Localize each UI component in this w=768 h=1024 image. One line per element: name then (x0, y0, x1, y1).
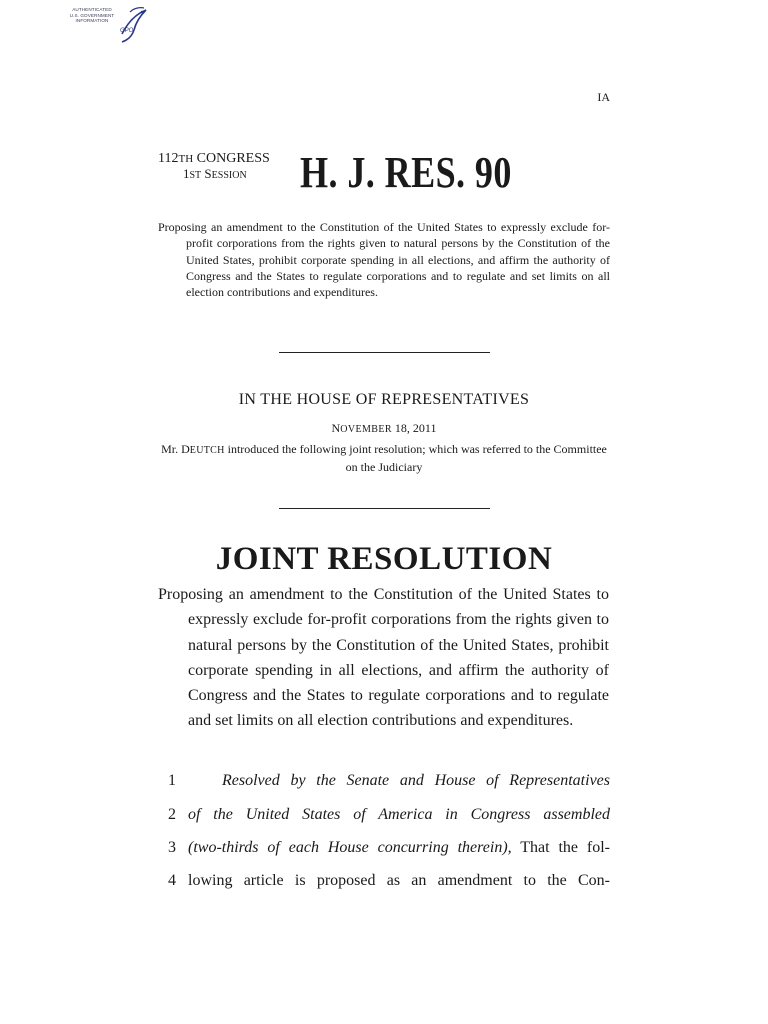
bill-line (160, 772, 612, 796)
line-number: 2 (168, 806, 176, 823)
bill-line (160, 872, 612, 896)
ia-code: IA (597, 90, 610, 104)
long-title: Proposing an amendment to the Constitution of the United States to expressly exclude for-profit corporations from the rights given to natural persons by the Constitution of the United States, prohibit corporate spending in all elections, and affirm the authority of Congress and the States to regulate corporations and to regulate and set limits on all election contributions and expenditures. (158, 586, 609, 730)
congress-label: 112TH CONGRESS (158, 151, 270, 166)
gpo-authentication-seal (62, 4, 148, 46)
line-text: of the United States of America in Congress assembled (188, 806, 610, 823)
line-number: 1 (168, 772, 176, 789)
eagle-icon (118, 4, 148, 46)
line-number: 4 (168, 872, 176, 889)
line-text: (two-thirds of each House concurring therein), That the fol- (188, 839, 610, 856)
action-date: NOVEMBER 18, 2011 (331, 421, 437, 435)
line-number: 3 (168, 839, 176, 856)
seal-text: AUTHENTICATED U.S. GOVERNMENT INFORMATION (69, 7, 115, 24)
bill-line (160, 839, 612, 863)
bill-number: H. J. RES. 90 (300, 148, 512, 197)
divider (279, 508, 490, 509)
line-text: lowing article is proposed as an amendment to the Con- (188, 872, 610, 889)
divider (279, 352, 490, 353)
line-text: Resolved by the Senate and House of Representatives (222, 772, 610, 789)
introduction-text: Mr. DEUTCH introduced the following joint resolution; which was referred to the Committee on the Judiciary (161, 442, 607, 474)
session-label: 1ST SESSION (183, 166, 247, 181)
document-type-heading: JOINT RESOLUTION (215, 541, 553, 577)
chamber-heading: IN THE HOUSE OF REPRESENTATIVES (238, 391, 530, 408)
bill-line (160, 806, 612, 830)
short-title: Proposing an amendment to the Constitution of the United States to expressly exclude for-profit corporations from the rights given to natural persons by the Constitution of the United States, prohibit corporate spending in all elections, and affirm the authority of Congress and the States to regulate corporations and to regulate and set limits on all election contributions and expenditures. (158, 220, 610, 300)
gpo-mark: GPO (120, 28, 134, 34)
